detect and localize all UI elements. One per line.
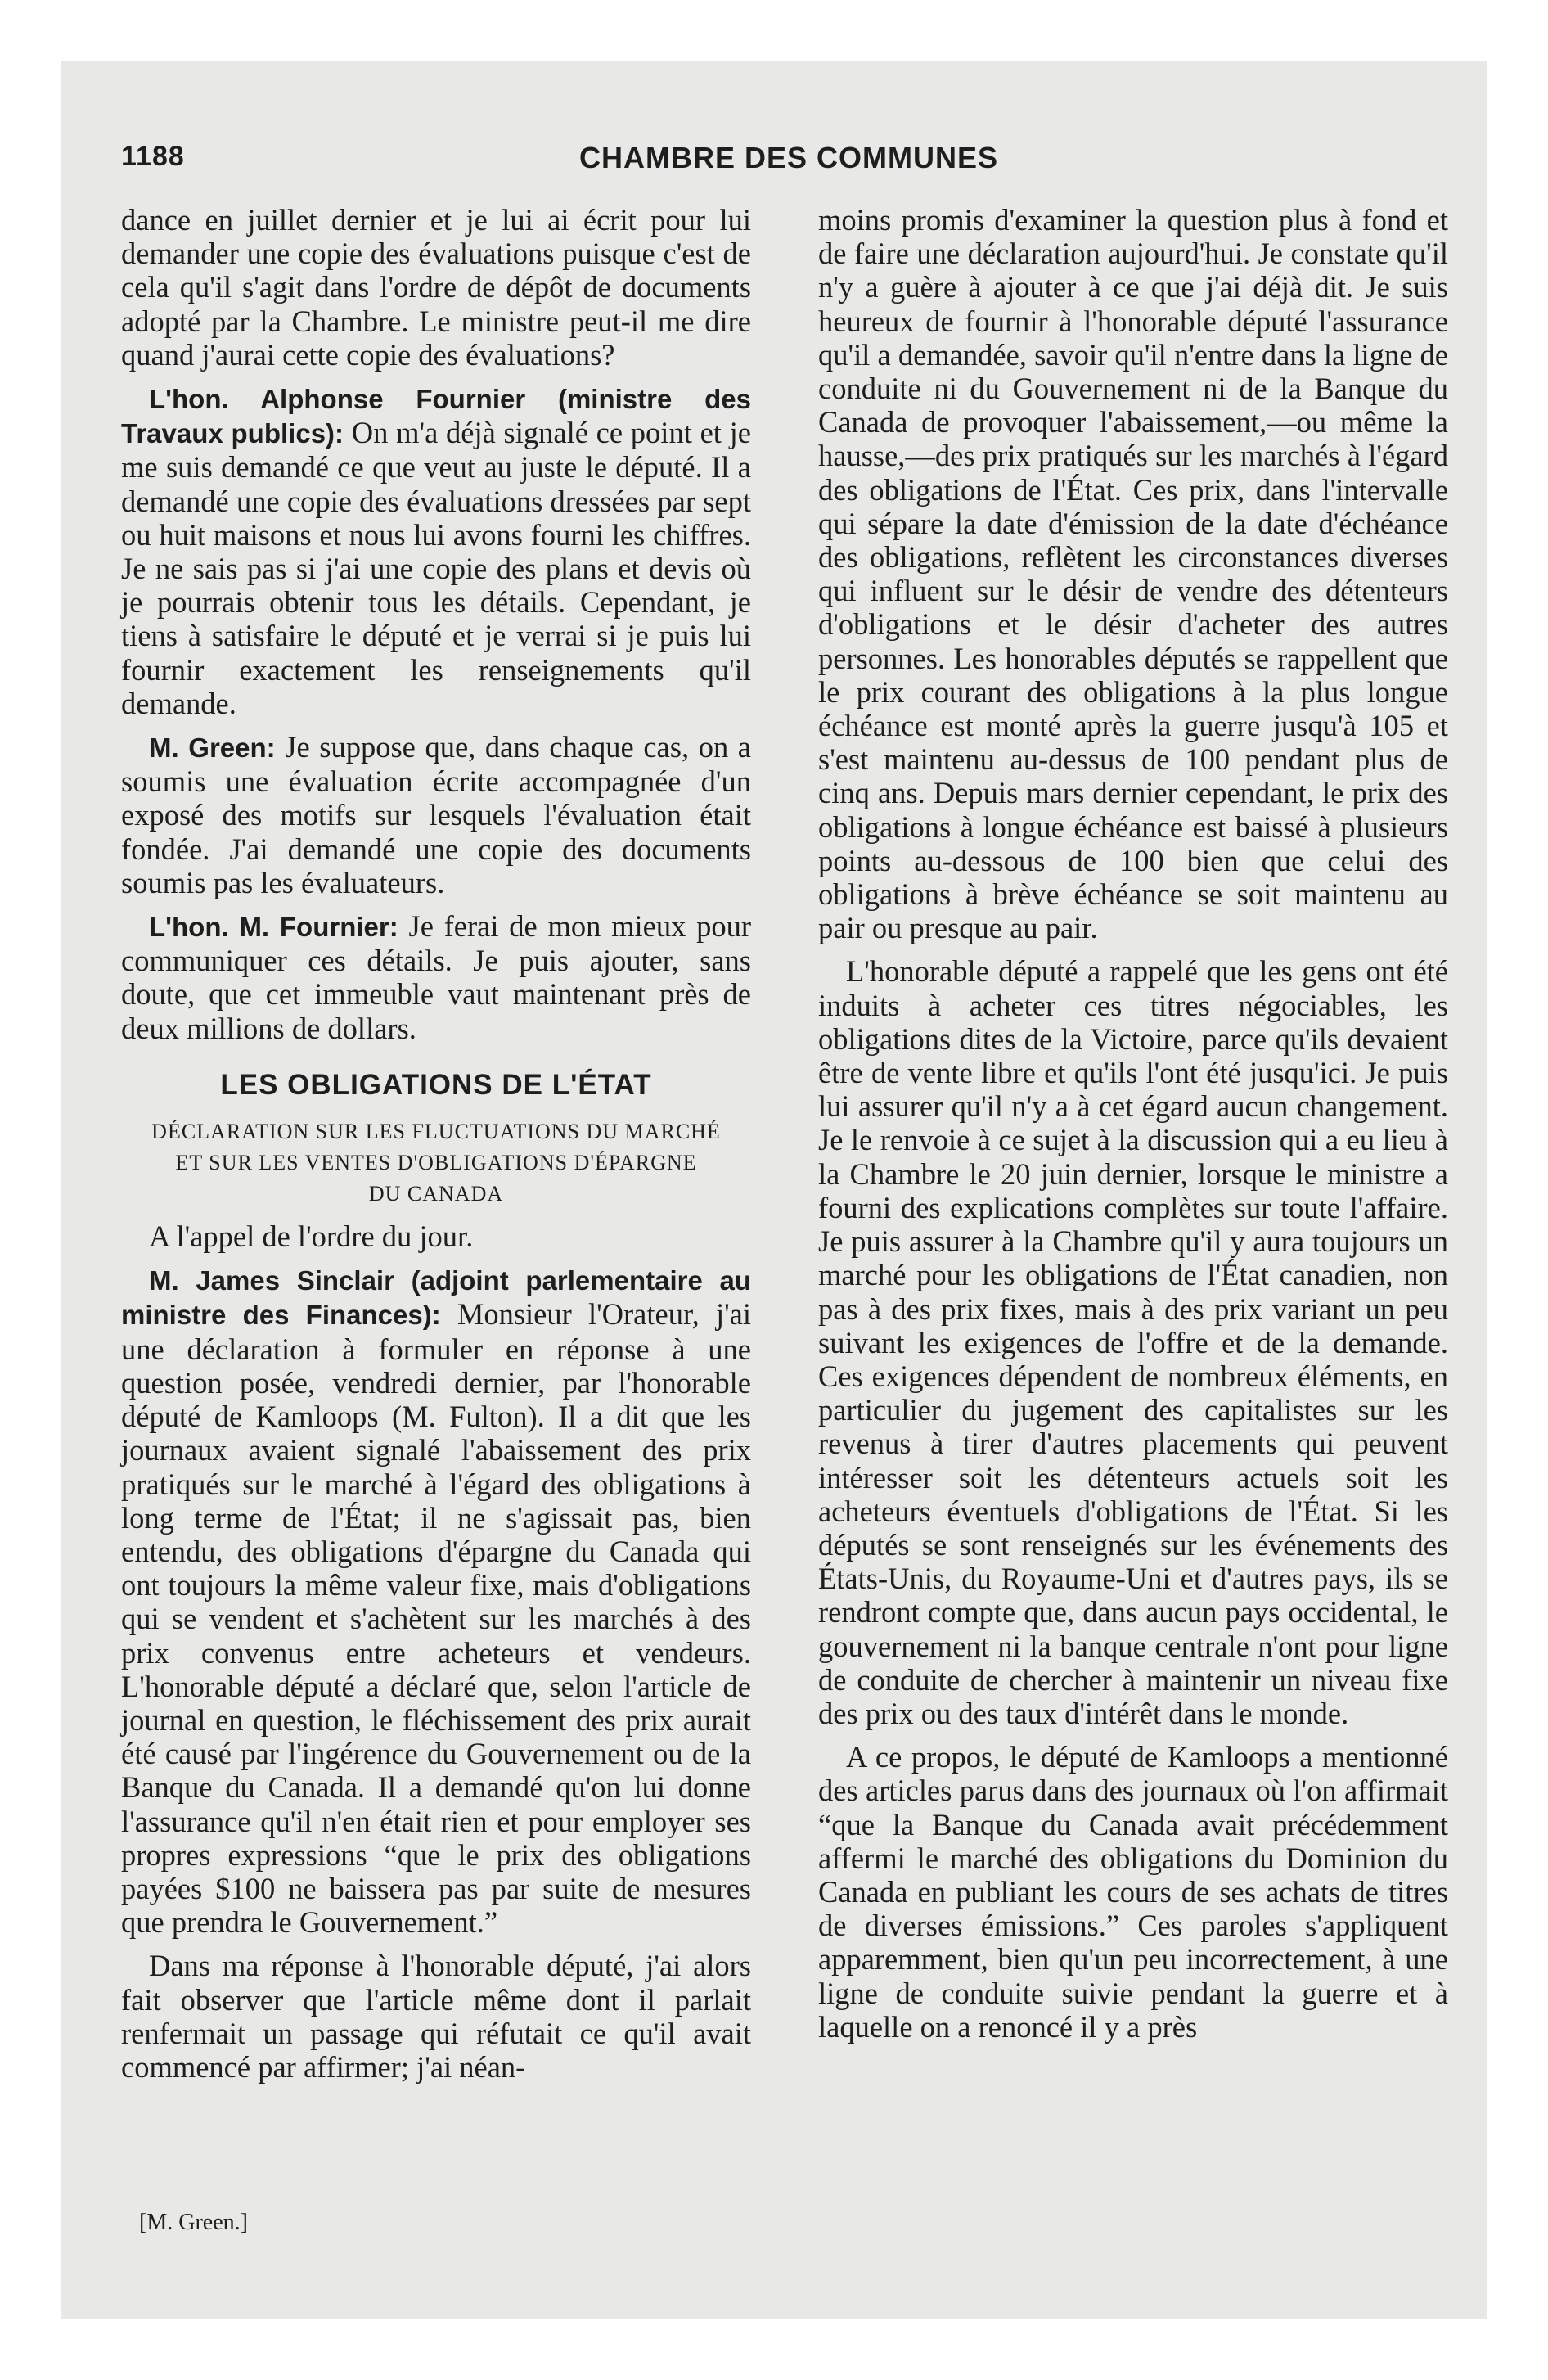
- paragraph: Dans ma réponse à l'honorable député, j'ai alors fait observer que l'article même dont il parlait renfermait un passage qui réfutait ce qu'il avait commencé par affirmer; j'ai néan-: [121, 1949, 751, 2084]
- subtitle-line: DÉCLARATION SUR LES FLUCTUATIONS DU MARCHÉ: [151, 1120, 721, 1144]
- running-head: CHAMBRE DES COMMUNES: [579, 141, 999, 174]
- speaker-name: L'hon. Alphonse Fournier (ministre des Travaux publics):: [121, 384, 751, 449]
- speaker-tag-footer: [M. Green.]: [139, 2210, 248, 2235]
- page-number: 1188: [121, 141, 185, 172]
- paragraph: L'honorable député a rappelé que les gens ont été induits à acheter ces titres négociables, les obligations dites de la Victoire, parce qu'ils devaient être de vente libre et qu'ils l'ont été jusqu'ici. Je puis lui assurer qu'il n'y a à cet égard aucun changement. Je le renvoie à ce sujet à la discussion qui a eu lieu à la Chambre le 20 juin dernier, lorsque le ministre a fourni des explications complètes sur toute l'affaire. Je puis assurer à la Chambre qu'il y aura toujours un marché pour les obligations de l'État canadien, non pas à des prix fixes, mais à des prix variant un peu suivant les exigences de l'offre et de la demande. Ces exigences dépendent de nombreux éléments, en particulier du jugement des capitalistes sur les revenus à tirer d'autres placements qui peuvent intéresser soit les détenteurs actuels soit les acheteurs éventuels d'obligations de l'État. Si les députés se sont renseignés sur les événements des États-Unis, du Royaume-Uni et d'autres pays, ils se rendront compte que, dans aucun pays occidental, le gouvernement ni la banque centrale n'ont pour ligne de conduite de chercher à maintenir un niveau fixe des prix ou des taux d'intérêt dans le monde.: [818, 954, 1448, 1730]
- section-subtitle: [121, 1116, 751, 1210]
- paragraph: [121, 909, 751, 1045]
- paragraph: [121, 1263, 751, 1939]
- paragraph: moins promis d'examiner la question plus à fond et de faire une déclaration aujourd'hui. Je constate qu'il n'y a guère à ajouter à ce que j'ai déjà dit. Je suis heureux de fournir à l'honorable député l'assurance qu'il a demandée, savoir qu'il n'entre dans la ligne de conduite ni du Gouvernement ni de la Banque du Canada de provoquer l'abaissement,—ou même la hausse,—des prix pratiqués sur les marchés à l'égard des obligations de l'État. Ces prix, dans l'intervalle qui sépare la date d'émission de la date d'échéance des obligations, reflètent les circonstances diverses qui influent sur le désir de vendre des détenteurs d'obligations et le désir d'acheter des autres personnes. Les honorables députés se rappellent que le prix courant des obligations à la plus longue échéance est monté après la guerre jusqu'à 105 et s'est maintenu au-dessus de 100 pendant plus de cinq ans. Depuis mars dernier cependant, le prix des obligations à longue échéance est baissé à plusieurs points au-dessous de 100 bien que celui des obligations à brève échéance se soit maintenu au pair ou presque au pair.: [818, 203, 1448, 945]
- paragraph: dance en juillet dernier et je lui ai écrit pour lui demander une copie des évaluations puisque c'est de cela qu'il s'agit dans l'ordre de dépôt de documents adopté par la Chambre. Le ministre peut-il me dire quand j'aurai cette copie des évaluations?: [121, 203, 751, 372]
- paragraph: A ce propos, le député de Kamloops a mentionné des articles parus dans des journaux où l'on affirmait “que la Banque du Canada avait précédemment affermi le marché des obligations du Dominion du Canada en publiant les cours de ses achats de titres de diverses émissions.” Ces paroles s'appliquent apparemment, bien qu'un peu incorrectement, à une ligne de conduite suivie pendant la guerre et à laquelle on a renoncé il y a près: [818, 1740, 1448, 2044]
- left-column: [121, 203, 751, 2084]
- subtitle-line: DU CANADA: [368, 1182, 504, 1206]
- speaker-name: M. Green:: [149, 732, 276, 764]
- paragraph: [121, 381, 751, 720]
- right-column: [818, 203, 1448, 2044]
- speech-text: Je ferai de mon mieux pour communiquer ces détails. Je puis ajouter, sans doute, que cet immeuble vaut maintenant près de deux millions de dollars.: [121, 909, 752, 1045]
- paragraph: A l'appel de l'ordre du jour.: [149, 1219, 474, 1254]
- paragraph: [121, 730, 751, 899]
- section-title: LES OBLIGATIONS DE L'ÉTAT: [220, 1068, 652, 1101]
- speech-text: Je suppose que, dans chaque cas, on a soumis une évaluation écrite accompagnée d'un exposé des motifs sur lesquels l'évaluation était fondée. J'ai demandé une copie des documents soumis pas les évaluateurs.: [121, 730, 751, 899]
- speech-text: Monsieur l'Orateur, j'ai une déclaration à formuler en réponse à une question posée, vendredi dernier, par l'honorable député de Kamloops (M. Fulton). Il a dit que les journaux avaient signalé l'abaissement des prix pratiqués sur le marché à l'égard des obligations à long terme de l'État; il ne s'agissait pas, bien entendu, des obligations d'épargne du Canada qui ont toujours la même valeur fixe, mais d'obligations qui se vendent et s'achètent sur les marchés à des prix convenus entre acheteurs et vendeurs. L'honorable député a déclaré que, selon l'article de journal en question, le fléchissement des prix aurait été causé par l'ingérence du Gouvernement ou de la Banque du Canada. Il a demandé qu'on lui donne l'assurance qu'il n'en était rien et pour employer ses propres expressions “que le prix des obligations payées $100 ne baissera pas par suite de mesures que prendra le Gouvernement.”: [121, 1297, 752, 1940]
- speech-text: On m'a déjà signalé ce point et je me suis demandé ce que veut au juste le député. Il a demandé une copie des évaluations dressées par sept ou huit maisons et nous lui avons fourni les chiffres. Je ne sais pas si j'ai une copie des plans et devis où je pourrais obtenir tous les détails. Cependant, je tiens à satisfaire le député et je verrai si je puis lui fournir exactement les renseignements qu'il demande.: [121, 416, 751, 720]
- speaker-name: L'hon. M. Fournier:: [149, 912, 398, 943]
- subtitle-line: ET SUR LES VENTES D'OBLIGATIONS D'ÉPARGNE: [175, 1151, 697, 1175]
- page-header: [121, 141, 1447, 190]
- speaker-name: M. James Sinclair (adjoint parlementaire au ministre des Finances):: [121, 1265, 751, 1331]
